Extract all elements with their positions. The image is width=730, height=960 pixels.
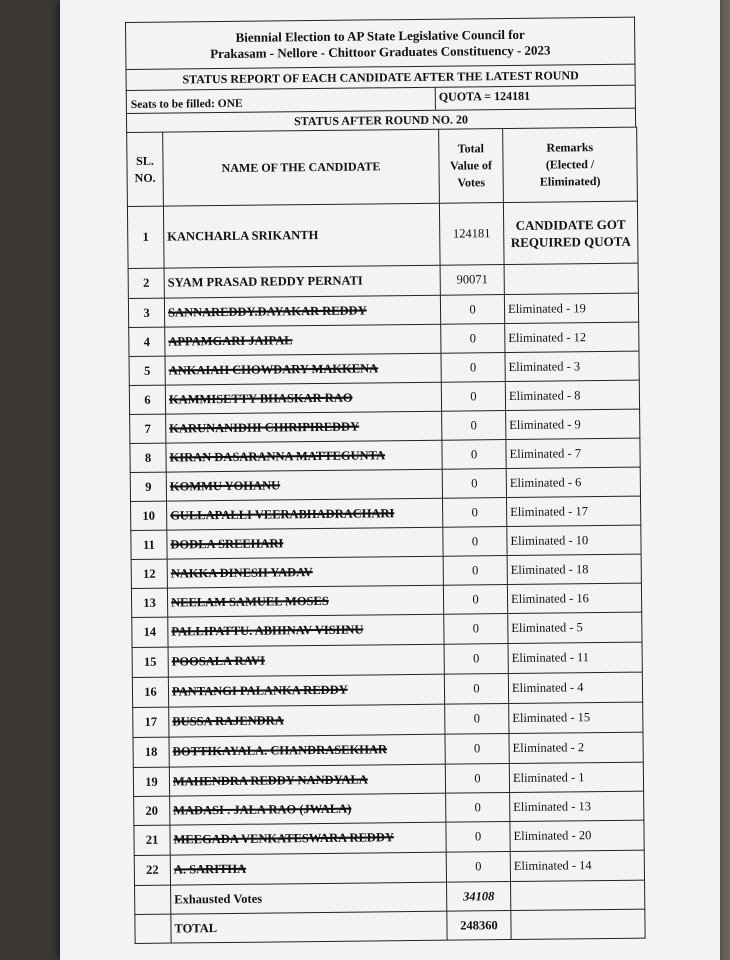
serial-number: 7 — [130, 414, 166, 443]
serial-number: 5 — [129, 356, 165, 385]
candidate-name: MEEGADA VENKATESWARA REDDY — [170, 822, 446, 855]
serial-number — [135, 914, 171, 943]
candidate-name: KARUNANIDHI CHIRIPIREDDY — [166, 411, 442, 443]
remark: CANDIDATE GOT REQUIRED QUOTA — [503, 201, 638, 264]
vote-value: 0 — [445, 734, 509, 765]
candidate-name: SYAM PRASAD REDDY PERNATI — [164, 265, 440, 298]
vote-value: 0 — [444, 614, 508, 645]
remark: Eliminated - 4 — [508, 672, 642, 703]
candidate-name: NEELAM SAMUEL MOSES — [167, 585, 443, 617]
status-report-heading: STATUS REPORT OF EACH CANDIDATE AFTER THE LATEST ROUND — [125, 64, 635, 90]
candidate-name: ANKAIAH CHOWDARY MAKKENA — [165, 353, 441, 385]
remark: Eliminated - 14 — [510, 850, 644, 881]
col-header-name: NAME OF THE CANDIDATE — [163, 129, 440, 206]
candidate-name: MADASI . JALA RAO (JWALA) — [170, 793, 446, 825]
quota-value: QUOTA = 124181 — [435, 86, 635, 110]
title-line-1: Biennial Election to AP State Legislative Council for — [235, 26, 525, 45]
col-header-sl: SL. NO. — [127, 132, 164, 206]
serial-number: 11 — [131, 530, 167, 559]
candidate-name: KOMMU YOHANU — [166, 469, 442, 501]
remark: Eliminated - 18 — [507, 554, 641, 584]
results-table — [126, 127, 645, 944]
col-header-votes: Total Value of Votes — [439, 129, 504, 204]
round-heading: STATUS AFTER ROUND NO. 20 — [126, 108, 636, 132]
table-row — [127, 201, 638, 268]
serial-number: 1 — [127, 206, 164, 268]
total-votes: 248360 — [447, 911, 511, 941]
candidate-name: POOSALA RAVI — [168, 644, 444, 677]
serial-number: 9 — [130, 472, 166, 501]
candidate-name: KIRAN DASARANNA MATTEGUNTA — [166, 440, 442, 472]
serial-number: 18 — [133, 737, 169, 767]
remark: Eliminated - 2 — [509, 732, 643, 763]
remark: Eliminated - 5 — [508, 612, 642, 643]
candidate-name: BOTTIKAYALA. CHANDRASEKHAR — [169, 734, 445, 767]
candidate-name: DODLA SREEHARI — [167, 527, 443, 559]
candidate-name: BUSSA RAJENDRA — [169, 704, 445, 737]
vote-value: 0 — [442, 411, 506, 441]
remark: Eliminated - 8 — [505, 380, 639, 410]
candidate-name: KANCHARLA SRIKANTH — [163, 203, 440, 268]
vote-value: 0 — [442, 469, 506, 499]
serial-number: 21 — [134, 825, 170, 855]
total-label: TOTAL — [171, 911, 447, 943]
candidate-name: APPAMGARI JAIPAL — [165, 324, 441, 356]
serial-number: 12 — [131, 559, 167, 588]
remark: Eliminated - 16 — [507, 583, 641, 613]
vote-value: 0 — [444, 644, 508, 675]
remark: Eliminated - 20 — [510, 820, 644, 851]
exhausted-label: Exhausted Votes — [171, 882, 447, 914]
vote-value: 0 — [444, 674, 508, 705]
serial-number: 2 — [128, 268, 164, 298]
vote-value: 0 — [445, 704, 509, 735]
remark: Eliminated - 17 — [507, 496, 641, 526]
serial-number: 4 — [129, 327, 165, 356]
table-header-row — [127, 127, 638, 206]
serial-number: 14 — [132, 617, 168, 647]
serial-number: 8 — [130, 443, 166, 472]
remark: Eliminated - 9 — [506, 409, 640, 439]
title-line-2: Prakasam - Nellore - Chittoor Graduates Constituency - 2023 — [210, 42, 551, 62]
remark: Eliminated - 13 — [510, 791, 644, 821]
serial-number — [135, 885, 171, 914]
col-header-remarks: Remarks (Elected / Eliminated) — [503, 127, 638, 202]
vote-value: 0 — [445, 764, 509, 794]
vote-value: 0 — [441, 353, 505, 383]
vote-value: 0 — [441, 324, 505, 354]
remark: Eliminated - 3 — [505, 351, 639, 381]
candidate-name: GULLAPALLI VEERABHADRACHARI — [167, 498, 443, 530]
serial-number: 3 — [128, 298, 164, 327]
serial-number: 10 — [131, 501, 167, 530]
vote-value: 0 — [443, 498, 507, 528]
remark: Eliminated - 7 — [506, 438, 640, 468]
vote-value: 0 — [441, 382, 505, 412]
remark — [504, 263, 638, 294]
serial-number: 15 — [132, 647, 168, 677]
candidate-name: KAMMISETTY BHASKAR RAO — [165, 382, 441, 414]
remark: Eliminated - 6 — [506, 467, 640, 497]
remark: Eliminated - 19 — [504, 293, 638, 323]
report-title — [125, 17, 635, 69]
candidate-name: PALLIPATTU. ABHINAV VISHNU — [168, 614, 444, 647]
seats-to-fill: Seats to be filled: ONE — [130, 97, 243, 111]
vote-value: 0 — [446, 852, 510, 883]
remark — [511, 909, 645, 939]
vote-value: 90071 — [440, 265, 504, 296]
candidate-name: SANNAREDDY.DAYAKAR REDDY — [164, 295, 440, 327]
total-row — [135, 909, 645, 943]
vote-value: 124181 — [439, 203, 504, 266]
vote-value: 0 — [443, 556, 507, 586]
serial-number: 6 — [129, 385, 165, 414]
serial-number: 13 — [131, 588, 167, 617]
remark: Eliminated - 11 — [508, 642, 642, 673]
vote-value: 0 — [446, 793, 510, 823]
exhausted-votes: 34108 — [447, 882, 511, 912]
remark: Eliminated - 1 — [509, 762, 643, 792]
serial-number: 19 — [133, 767, 169, 796]
vote-value: 0 — [440, 295, 504, 325]
remark: Eliminated - 12 — [505, 322, 639, 352]
serial-number: 16 — [132, 677, 168, 707]
status-report-document — [125, 17, 645, 944]
remark — [511, 880, 645, 910]
candidate-name: A. SARITHA — [170, 852, 446, 885]
serial-number: 22 — [134, 855, 170, 885]
remark: Eliminated - 10 — [507, 525, 641, 555]
candidate-name: PANTANGI PALANKA REDDY — [168, 674, 444, 707]
serial-number: 17 — [133, 707, 169, 737]
vote-value: 0 — [446, 822, 510, 853]
remark: Eliminated - 15 — [509, 702, 643, 733]
candidate-name: MAHENDRA REDDY NANDYALA — [169, 764, 445, 796]
vote-value: 0 — [443, 527, 507, 557]
serial-number: 20 — [134, 796, 170, 825]
vote-value: 0 — [442, 440, 506, 470]
candidate-name: NAKKA DINESH YADAV — [167, 556, 443, 588]
vote-value: 0 — [443, 585, 507, 615]
